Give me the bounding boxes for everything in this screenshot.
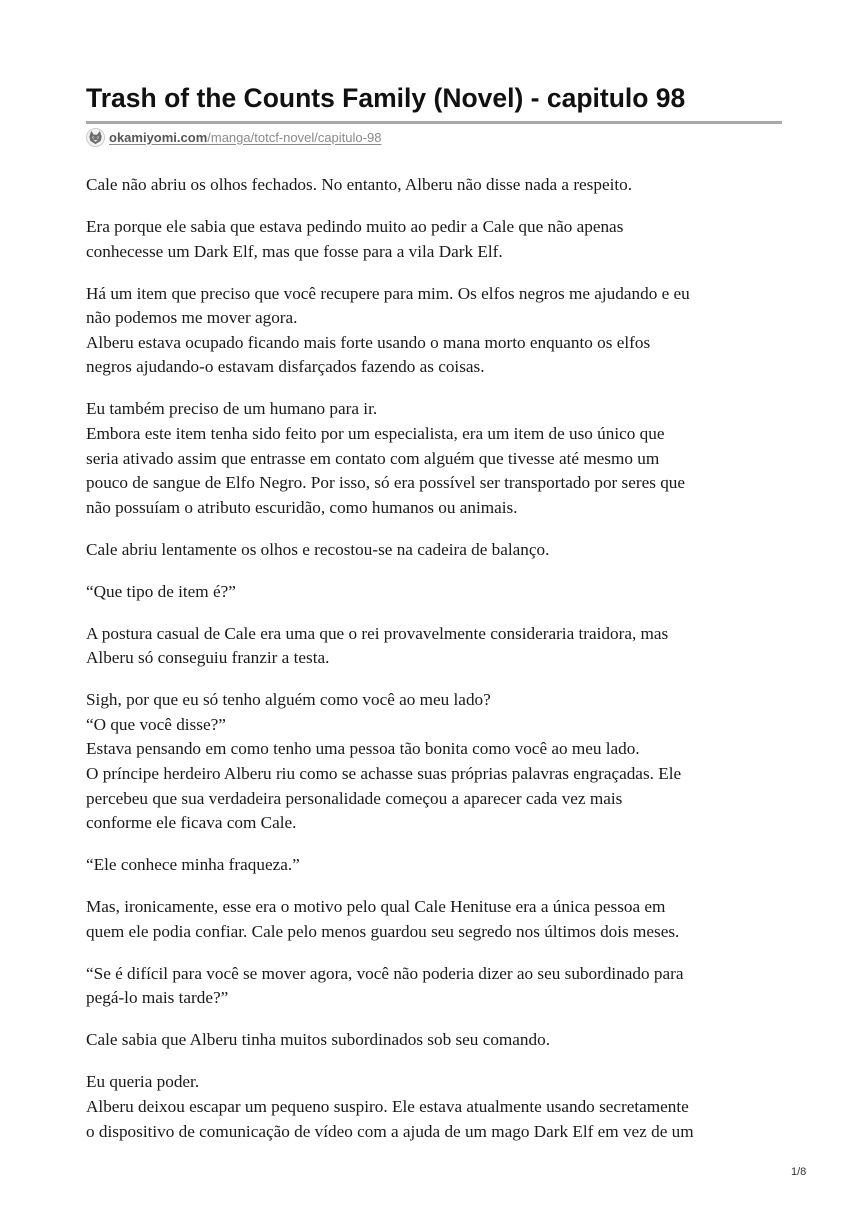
text-line: Eu também preciso de um humano para ir.: [86, 399, 378, 419]
text-line: não possuíam o atributo escuridão, como humanos ou animais.: [86, 497, 518, 517]
text-line: conforme ele ficava com Cale.: [86, 813, 297, 833]
text-line: Cale abriu lentamente os olhos e recostou-se na cadeira de balanço.: [86, 539, 550, 559]
text-line: Alberu só conseguiu franzir a testa.: [86, 648, 330, 668]
source-link[interactable]: [109, 130, 381, 145]
source-line: [86, 127, 381, 147]
paragraph: [86, 688, 791, 836]
paragraph: [86, 622, 791, 671]
page-title: Trash of the Counts Family (Novel) - capitulo 98: [86, 83, 686, 113]
text-line: Era porque ele sabia que estava pedindo muito ao pedir a Cale que não apenas: [86, 216, 624, 236]
text-line: A postura casual de Cale era uma que o rei provavelmente consideraria traidora, mas: [86, 623, 669, 643]
paragraph: [86, 173, 791, 198]
text-line: O príncipe herdeiro Alberu riu como se achasse suas próprias palavras engraçadas. Ele: [86, 764, 682, 784]
text-line: Cale não abriu os olhos fechados. No entanto, Alberu não disse nada a respeito.: [86, 175, 633, 194]
wolf-favicon-icon: [86, 128, 105, 147]
page-number: 1/8: [791, 1166, 807, 1178]
text-line: quem ele podia confiar. Cale pelo menos guardou seu segredo nos últimos dois meses.: [86, 921, 680, 941]
text-line: Sigh, por que eu só tenho alguém como você ao meu lado?: [86, 690, 491, 710]
text-line: “O que você disse?”: [86, 714, 226, 734]
text-line: negros ajudando-o estavam disfarçados fazendo as coisas.: [86, 357, 485, 377]
text-line: o dispositivo de comunicação de vídeo com a ajuda de um mago Dark Elf em vez de um: [86, 1121, 694, 1141]
text-line: seria ativado assim que entrasse em contato com alguém que tivesse até mesmo um: [86, 448, 660, 468]
paragraph: [86, 962, 791, 1011]
source-domain: okamiyomi.com: [109, 129, 208, 145]
text-line: Cale sabia que Alberu tinha muitos subordinados sob seu comando.: [86, 1030, 550, 1050]
text-line: Estava pensando em como tenho uma pessoa tão bonita como você ao meu lado.: [86, 739, 640, 759]
article-body: [86, 173, 791, 1161]
text-line: Alberu deixou escapar um pequeno suspiro. Ele estava atualmente usando secretamente: [86, 1096, 689, 1116]
paragraph: [86, 397, 791, 520]
text-line: pouco de sangue de Elfo Negro. Por isso, só era possível ser transportado por seres que: [86, 473, 686, 493]
paragraph: [86, 282, 791, 380]
text-line: Eu queria poder.: [86, 1072, 200, 1092]
paragraph: [86, 215, 791, 264]
title-divider: [86, 121, 782, 124]
paragraph: [86, 1070, 791, 1144]
paragraph: [86, 1028, 791, 1053]
text-line: “Que tipo de item é?”: [86, 581, 236, 601]
text-line: Alberu estava ocupado ficando mais forte usando o mana morto enquanto os elfos: [86, 332, 651, 352]
text-line: não podemos me mover agora.: [86, 308, 298, 328]
text-line: pegá-lo mais tarde?”: [86, 988, 229, 1008]
source-path: /manga/totcf-novel/capitulo-98: [207, 129, 382, 145]
text-line: “Ele conhece minha fraqueza.”: [86, 855, 300, 875]
text-line: Mas, ironicamente, esse era o motivo pelo qual Cale Henituse era a única pessoa em: [86, 897, 666, 917]
paragraph: [86, 895, 791, 944]
paragraph: [86, 580, 791, 605]
text-line: conhecesse um Dark Elf, mas que fosse para a vila Dark Elf.: [86, 241, 503, 261]
text-line: “Se é difícil para você se mover agora, você não poderia dizer ao seu subordinado para: [86, 963, 684, 983]
text-line: Embora este item tenha sido feito por um especialista, era um item de uso único que: [86, 423, 665, 443]
paragraph: [86, 538, 791, 563]
text-line: percebeu que sua verdadeira personalidade começou a aparecer cada vez mais: [86, 788, 623, 808]
text-line: Há um item que preciso que você recupere para mim. Os elfos negros me ajudando e eu: [86, 283, 690, 303]
paragraph: [86, 853, 791, 878]
